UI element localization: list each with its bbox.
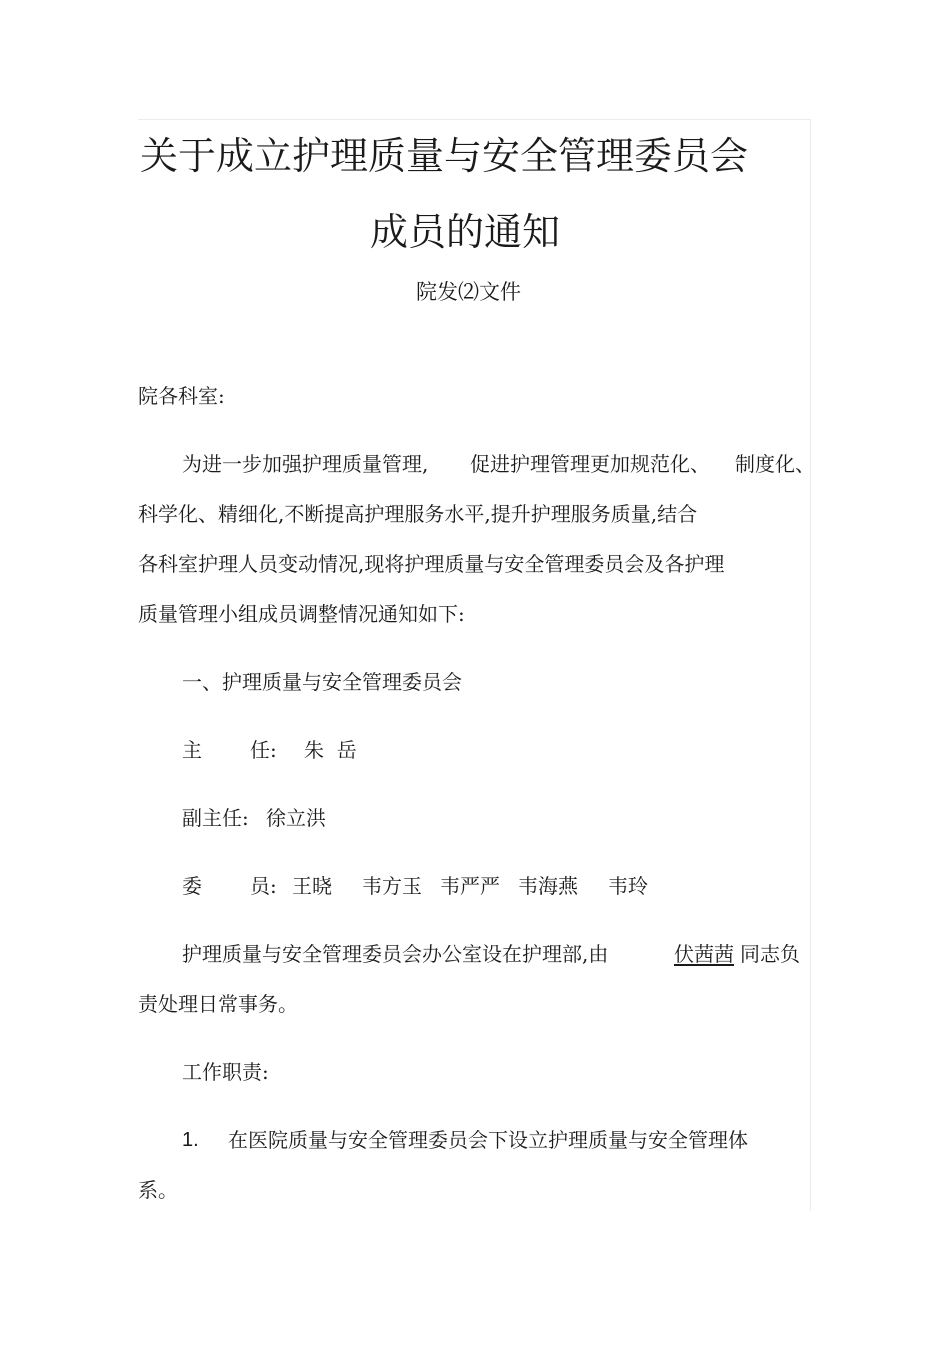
duty-1-number: 1.	[182, 1129, 199, 1151]
office-text-c: 责处理日常事务。	[138, 992, 298, 1016]
intro-line-1c: 制度化、	[735, 452, 815, 476]
duty-1-text-a: 在医院质量与安全管理委员会下设立护理质量与安全管理体	[228, 1128, 748, 1152]
intro-line-2: 科学化、精细化,不断提高护理服务水平,提升护理服务质量,结合	[138, 502, 698, 526]
document-title-line-2: 成员的通知	[370, 210, 561, 254]
duty-1-text-b: 系。	[138, 1178, 178, 1202]
member-name: 王晓	[292, 874, 332, 898]
deputy-label: 副主任:	[182, 806, 249, 830]
duties-heading: 工作职责:	[182, 1060, 269, 1084]
office-text-b: 同志负	[740, 942, 800, 966]
member-name: 韦方玉	[362, 874, 422, 898]
page-border-right	[810, 119, 811, 1211]
director-name: 朱 岳	[304, 738, 357, 762]
office-text-a: 护理质量与安全管理委员会办公室设在护理部,由	[182, 942, 609, 966]
page-border-top	[138, 119, 810, 120]
office-contact-name: 伏茜茜	[674, 942, 734, 966]
deputy-name: 徐立洪	[266, 806, 326, 830]
member-name: 韦海燕	[518, 874, 578, 898]
member-name: 韦玲	[608, 874, 648, 898]
members-label-b: 员:	[250, 874, 277, 898]
salutation: 院各科室:	[138, 384, 225, 408]
intro-line-1b: 促进护理管理更加规范化、	[470, 452, 710, 476]
director-label-b: 任:	[250, 738, 277, 762]
intro-line-1a: 为进一步加强护理质量管理,	[182, 452, 429, 476]
intro-line-3: 各科室护理人员变动情况,现将护理质量与安全管理委员会及各护理	[138, 552, 725, 576]
document-number: 院发⑵文件	[416, 280, 521, 304]
member-name: 韦严严	[440, 874, 500, 898]
section-1-heading: 一、护理质量与安全管理委员会	[182, 670, 462, 694]
members-label-a: 委	[182, 874, 202, 898]
director-label-a: 主	[182, 738, 202, 762]
intro-line-4: 质量管理小组成员调整情况通知如下:	[138, 602, 465, 626]
document-title-line-1: 关于成立护理质量与安全管理委员会	[140, 134, 749, 178]
